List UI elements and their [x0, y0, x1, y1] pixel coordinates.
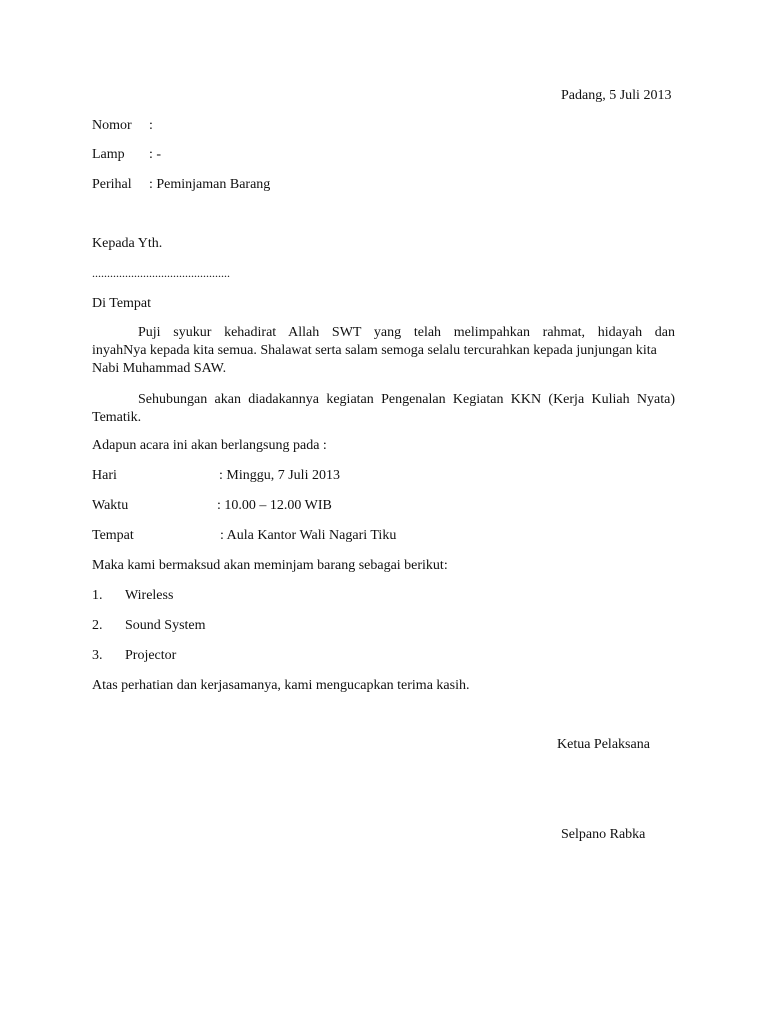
- paragraph-purpose-line-2: Tematik.: [92, 410, 142, 425]
- event-intro: Adapun acara ini akan berlangsung pada :: [92, 438, 327, 453]
- recipient-location: Di Tempat: [92, 296, 152, 311]
- list-item-number: 2.: [92, 618, 103, 633]
- event-value-waktu: : 10.00 – 12.00 WIB: [217, 498, 332, 513]
- event-value-hari: : Minggu, 7 Juli 2013: [219, 468, 340, 483]
- field-label-nomor: Nomor: [92, 118, 132, 133]
- list-item-number: 1.: [92, 588, 103, 603]
- list-item-name: Wireless: [125, 588, 174, 603]
- place-date: Padang, 5 Juli 2013: [561, 88, 672, 103]
- list-item-name: Sound System: [125, 618, 206, 633]
- list-item-number: 3.: [92, 648, 103, 663]
- event-label-tempat: Tempat: [92, 528, 134, 543]
- event-label-waktu: Waktu: [92, 498, 129, 513]
- field-value-nomor: :: [149, 118, 153, 133]
- closing-sentence: Atas perhatian dan kerjasamanya, kami mengucapkan terima kasih.: [92, 678, 470, 693]
- list-item-name: Projector: [125, 648, 177, 663]
- field-value-perihal: : Peminjaman Barang: [149, 177, 271, 192]
- recipient-salutation: Kepada Yth.: [92, 236, 163, 251]
- signature-name: Selpano Rabka: [561, 827, 646, 842]
- items-intro: Maka kami bermaksud akan meminjam barang sebagai berikut:: [92, 558, 448, 573]
- paragraph-purpose: [92, 391, 675, 427]
- event-value-tempat: : Aula Kantor Wali Nagari Tiku: [220, 528, 397, 543]
- event-label-hari: Hari: [92, 468, 117, 483]
- paragraph-purpose-line-1: Sehubungan akan diadakannya kegiatan Pengenalan Kegiatan KKN (Kerja Kuliah Nyata): [138, 392, 675, 407]
- recipient-name-placeholder: ..............................................: [92, 266, 230, 280]
- field-label-perihal: Perihal: [92, 177, 132, 192]
- paragraph-opening-line-3: Nabi Muhammad SAW.: [92, 361, 227, 376]
- paragraph-opening: [92, 324, 675, 378]
- paragraph-opening-line-2: inyahNya kepada kita semua. Shalawat serta salam semoga selalu tercurahkan kepada junjungan kita: [92, 343, 657, 358]
- field-value-lamp: : -: [149, 147, 162, 162]
- field-label-lamp: Lamp: [92, 147, 125, 162]
- paragraph-opening-line-1: Puji syukur kehadirat Allah SWT yang telah melimpahkan rahmat, hidayah dan: [138, 325, 675, 340]
- signature-title: Ketua Pelaksana: [557, 737, 650, 752]
